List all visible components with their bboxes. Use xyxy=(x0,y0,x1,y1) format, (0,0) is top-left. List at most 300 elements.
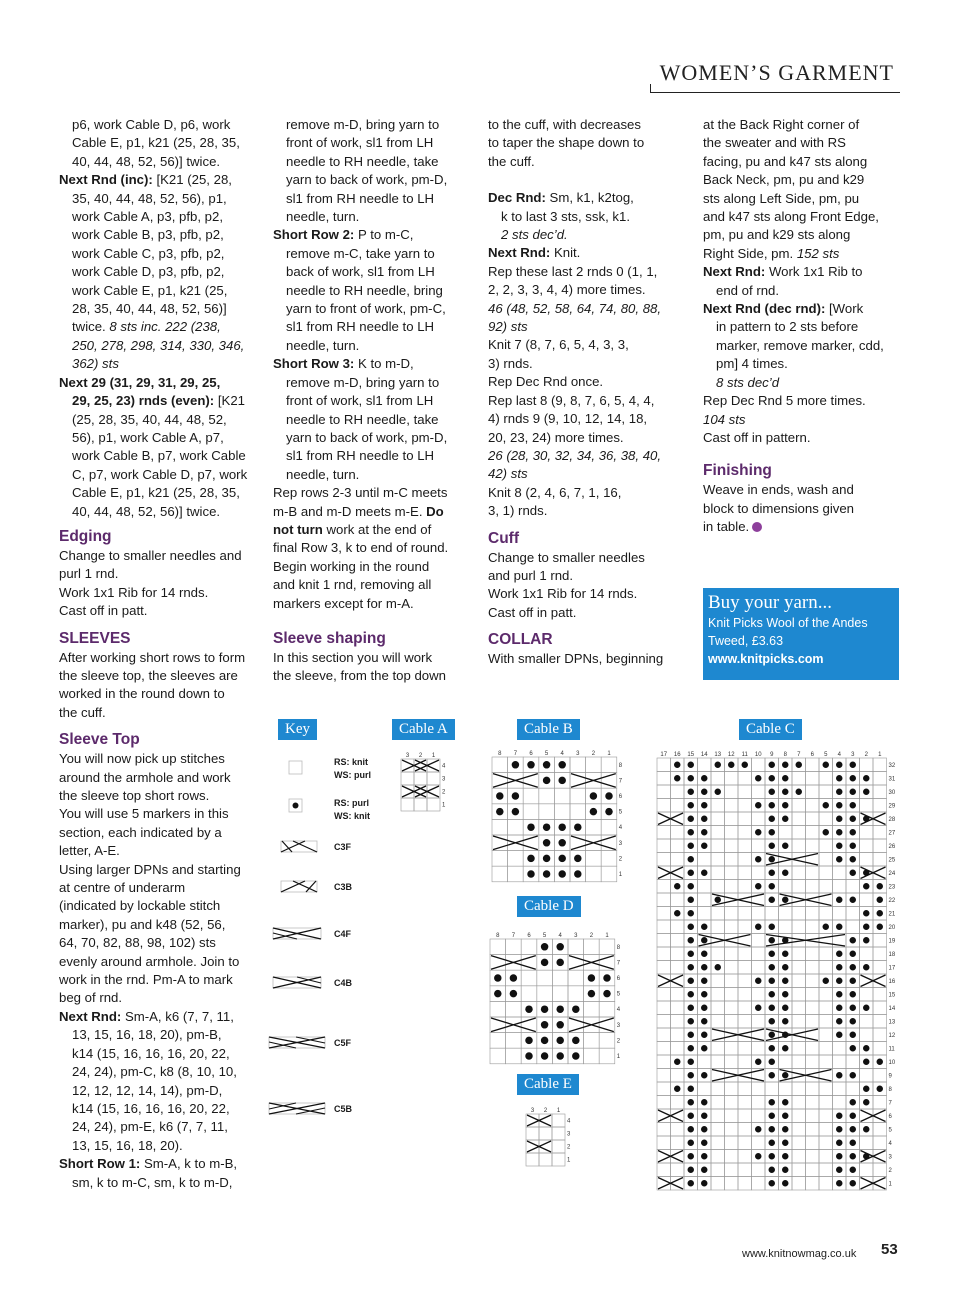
purl-dot xyxy=(590,792,597,799)
chart-cell xyxy=(738,839,752,853)
chart-cell xyxy=(584,1033,600,1049)
column-number: 14 xyxy=(700,752,708,758)
text-line: work in the rnd. Pm-A to mark xyxy=(59,972,233,988)
chart-cell xyxy=(584,1001,600,1017)
buy-yarn-link[interactable]: www.knitpicks.com xyxy=(708,652,824,666)
heading-sleeves: SLEEVES xyxy=(59,629,131,647)
text-line xyxy=(703,518,903,536)
cable-a-chart xyxy=(401,750,452,813)
purl-dot xyxy=(755,1153,761,1159)
purl-dot xyxy=(543,823,550,830)
purl-dot xyxy=(836,1180,842,1186)
purl-dot xyxy=(850,1113,856,1119)
purl-dot xyxy=(603,990,610,997)
purl-dot xyxy=(674,910,680,916)
text-line: final Row 3, k to end of round. xyxy=(273,540,449,556)
buy-yarn-price: Tweed, £3.63 xyxy=(708,634,784,648)
purl-dot xyxy=(850,951,856,957)
chart-cell xyxy=(806,1096,820,1110)
purl-dot xyxy=(769,1153,775,1159)
purl-dot xyxy=(850,843,856,849)
row-number: 6 xyxy=(616,976,621,982)
chart-cell xyxy=(711,812,725,826)
chart-cell xyxy=(657,893,671,907)
chart-cell xyxy=(873,772,887,786)
purl-dot xyxy=(701,870,707,876)
purl-dot xyxy=(688,883,694,889)
column-number: 7 xyxy=(511,933,516,939)
column-3 xyxy=(488,116,693,669)
chart-cell xyxy=(833,866,847,880)
text-line: beg of rnd. xyxy=(59,990,123,1006)
text-line: k14 (15, 16, 16, 16, 20, 22, xyxy=(72,1045,230,1061)
chart-cell xyxy=(752,1042,766,1056)
row-number: 8 xyxy=(616,944,621,951)
text-line: remove m-D, bring yarn to xyxy=(286,117,440,132)
row-number: 3 xyxy=(888,1154,892,1161)
instruction-next-rnd xyxy=(488,244,693,262)
text-line: 2, 2, 3, 3, 4, 4) more times. xyxy=(488,282,646,298)
chart-cell xyxy=(506,1033,522,1049)
chart-cell xyxy=(792,826,806,840)
chart-cell xyxy=(806,988,820,1002)
chart-cell xyxy=(738,1001,752,1015)
chart-cell xyxy=(657,1069,671,1083)
chart-cell xyxy=(725,1109,739,1123)
text-line: end of rnd. xyxy=(716,282,780,298)
purl-dot xyxy=(715,762,721,768)
purl-dot xyxy=(556,1005,563,1012)
chart-cell xyxy=(414,772,427,785)
purl-dot xyxy=(688,1140,694,1146)
chart-cell xyxy=(806,1150,820,1164)
purl-dot xyxy=(836,1153,842,1159)
buy-yarn-product: Knit Picks Wool of the Andes xyxy=(708,616,868,630)
stitch-count: 92) sts xyxy=(488,319,528,335)
chart-cell xyxy=(819,1001,833,1015)
row-label: Next Rnd (inc): xyxy=(59,172,153,188)
chart-cell xyxy=(725,947,739,961)
column-4 xyxy=(703,116,903,537)
chart-cell xyxy=(711,1042,725,1056)
text-span: not turn xyxy=(273,521,323,537)
row-number: 22 xyxy=(888,897,896,904)
instruction-inc xyxy=(59,171,264,189)
purl-dot xyxy=(701,775,707,781)
chart-cell xyxy=(738,1042,752,1056)
chart-cell xyxy=(860,799,874,813)
c5b-cable-icon xyxy=(268,1102,328,1116)
purl-dot xyxy=(769,883,775,889)
text-line: Using larger DPNs and starting xyxy=(59,861,241,877)
chart-cell xyxy=(873,1001,887,1015)
text-line: 64, 70, 82, 88, 98, 102) sts xyxy=(59,935,216,951)
purl-dot xyxy=(877,1059,883,1065)
purl-dot xyxy=(782,1126,788,1132)
cable-b-label: Cable B xyxy=(517,719,580,740)
purl-dot xyxy=(782,991,788,997)
chart-cell xyxy=(552,1127,565,1140)
chart-cell xyxy=(819,839,833,853)
text-line: facing, pu and k47 sts along xyxy=(703,153,868,169)
chart-cell xyxy=(490,1048,506,1064)
column-number: 2 xyxy=(418,753,423,759)
purl-dot xyxy=(836,1018,842,1024)
purl-dot xyxy=(701,991,707,997)
column-number: 1 xyxy=(607,751,611,757)
purl-dot xyxy=(543,839,550,846)
chart-cell xyxy=(873,1028,887,1042)
chart-cell xyxy=(725,961,739,975)
cable-d-label: Cable D xyxy=(517,896,581,917)
column-number: 5 xyxy=(824,752,828,758)
purl-dot xyxy=(558,761,565,768)
purl-dot xyxy=(588,974,595,981)
chart-cell xyxy=(657,947,671,961)
chart-cell xyxy=(792,1082,806,1096)
chart-cell xyxy=(671,893,685,907)
chart-cell xyxy=(792,839,806,853)
instruction-next-rnd xyxy=(59,1008,264,1026)
chart-cell xyxy=(657,1042,671,1056)
chart-cell xyxy=(738,947,752,961)
chart-cell xyxy=(860,1136,874,1150)
purl-dot xyxy=(510,974,517,981)
chart-cell xyxy=(873,1096,887,1110)
stitch-count: 26 (28, 30, 32, 34, 36, 38, 40, xyxy=(488,447,662,463)
chart-cell xyxy=(806,866,820,880)
instruction-short-row-1 xyxy=(59,1155,264,1173)
text-span: Sm-A, k to m-B, xyxy=(140,1156,238,1172)
purl-dot xyxy=(512,792,519,799)
chart-cell xyxy=(819,772,833,786)
row-number: 25 xyxy=(888,857,896,864)
purl-dot xyxy=(836,1126,842,1132)
purl-dot xyxy=(688,762,694,768)
text-line: 12, 12, 12, 14, 14), pm-D, xyxy=(72,1082,223,1098)
chart-cell xyxy=(792,880,806,894)
key-knit-ws: WS: purl xyxy=(334,770,371,780)
chart-cell xyxy=(846,907,860,921)
purl-dot xyxy=(782,1140,788,1146)
stitch-count: 250, 278, 298, 314, 330, 346, xyxy=(72,337,245,353)
key-c4f-label: C4F xyxy=(334,929,352,939)
row-label: Next Rnd: xyxy=(488,245,551,261)
chart-cell xyxy=(738,1163,752,1177)
column-number: 17 xyxy=(660,752,668,758)
column-number: 3 xyxy=(405,753,410,759)
purl-dot xyxy=(836,789,842,795)
heading-cuff: Cuff xyxy=(488,529,519,547)
chart-cell xyxy=(806,772,820,786)
chart-cell xyxy=(819,880,833,894)
chart-cell xyxy=(671,853,685,867)
text-line: work Cable B, p7, work Cable xyxy=(72,448,246,464)
row-number: 2 xyxy=(567,1144,571,1151)
row-number: 29 xyxy=(888,803,896,810)
chart-cell xyxy=(738,1015,752,1029)
purl-dot xyxy=(701,1113,707,1119)
chart-cell xyxy=(599,1033,615,1049)
chart-cell xyxy=(698,907,712,921)
chart-cell xyxy=(738,1177,752,1191)
chart-cell xyxy=(738,988,752,1002)
chart-cell xyxy=(752,961,766,975)
chart-cell xyxy=(792,1109,806,1123)
chart-cell xyxy=(873,1015,887,1029)
column-number: 6 xyxy=(527,933,531,939)
purl-dot xyxy=(877,883,883,889)
chart-cell xyxy=(779,1055,793,1069)
chart-cell xyxy=(523,804,539,820)
purl-dot xyxy=(525,1052,532,1059)
text-line: and k47 sts along Front Edge, xyxy=(703,209,879,225)
chart-cell xyxy=(671,1042,685,1056)
chart-cell xyxy=(586,757,602,773)
purl-dot xyxy=(836,924,842,930)
chart-cell xyxy=(819,1096,833,1110)
purl-dot xyxy=(543,870,550,877)
chart-cell xyxy=(657,1096,671,1110)
purl-dot xyxy=(590,808,597,815)
purl-dot xyxy=(769,870,775,876)
chart-cell xyxy=(819,1082,833,1096)
row-number: 24 xyxy=(888,870,896,877)
purl-dot xyxy=(836,1140,842,1146)
chart-cell xyxy=(568,939,584,955)
row-number: 14 xyxy=(888,1005,896,1012)
purl-dot xyxy=(836,775,842,781)
chart-cell xyxy=(698,1082,712,1096)
chart-cell xyxy=(586,851,602,867)
chart-cell xyxy=(752,785,766,799)
purl-dot xyxy=(688,802,694,808)
purl-dot xyxy=(877,910,883,916)
purl-dot xyxy=(850,937,856,943)
chart-cell xyxy=(806,1123,820,1137)
purl-dot xyxy=(850,1153,856,1159)
chart-cell xyxy=(711,839,725,853)
c3f-cable-icon xyxy=(280,840,320,854)
text-line: work Cable B, p3, pfb, p2, xyxy=(72,227,224,243)
chart-cell xyxy=(657,1015,671,1029)
purl-dot xyxy=(769,1045,775,1051)
chart-cell xyxy=(860,947,874,961)
chart-cell xyxy=(806,907,820,921)
chart-cell xyxy=(671,920,685,934)
chart-cell xyxy=(725,839,739,853)
chart-cell xyxy=(671,934,685,948)
chart-cell xyxy=(725,1150,739,1164)
column-number: 2 xyxy=(591,751,596,757)
purl-dot xyxy=(701,1167,707,1173)
chart-cell xyxy=(657,988,671,1002)
purl-dot xyxy=(543,761,550,768)
chart-cell xyxy=(671,1123,685,1137)
purl-dot xyxy=(782,1072,788,1078)
row-number: 6 xyxy=(618,794,623,800)
text-span: K to m-D, xyxy=(354,356,414,372)
chart-cell xyxy=(725,1055,739,1069)
text-line: (indicated by lockable stitch xyxy=(59,898,221,914)
purl-dot xyxy=(701,1153,707,1159)
text-line: the cuff. xyxy=(488,153,535,169)
purl-dot xyxy=(877,1086,883,1092)
chart-cell xyxy=(671,1096,685,1110)
text-line: Knit 8 (2, 4, 6, 7, 1, 16, xyxy=(488,484,622,500)
chart-cell xyxy=(554,804,570,820)
text-line: at the Back Right corner of xyxy=(703,117,860,132)
purl-dot xyxy=(769,1126,775,1132)
text-line: the sweater and with RS xyxy=(703,135,846,151)
chart-cell xyxy=(657,920,671,934)
purl-dot xyxy=(850,991,856,997)
chart-cell xyxy=(846,880,860,894)
purl-dot xyxy=(558,870,565,877)
purl-dot xyxy=(541,1037,548,1044)
purl-dot xyxy=(556,943,563,950)
purl-dot xyxy=(769,924,775,930)
chart-cell xyxy=(779,880,793,894)
text-span: m-B and m-D meets m-E. xyxy=(273,503,427,519)
purl-dot xyxy=(674,1086,680,1092)
chart-cell xyxy=(725,772,739,786)
chart-cell xyxy=(806,839,820,853)
purl-dot xyxy=(850,1045,856,1051)
text-line: to the cuff, with decreases xyxy=(488,117,641,132)
purl-dot xyxy=(850,1167,856,1173)
column-number: 1 xyxy=(605,933,609,939)
purl-dot xyxy=(558,839,565,846)
text-span: Sm-A, k6 (7, 7, 11, xyxy=(121,1008,234,1024)
purl-dot xyxy=(863,789,869,795)
chart-cell xyxy=(792,866,806,880)
chart-cell xyxy=(492,835,508,851)
chart-cell xyxy=(401,798,414,811)
row-number: 5 xyxy=(616,991,621,998)
chart-cell xyxy=(833,1096,847,1110)
chart-cell xyxy=(401,772,414,785)
purl-dot xyxy=(688,1153,694,1159)
text-line: needle, turn. xyxy=(286,209,360,225)
chart-cell xyxy=(819,853,833,867)
text-line: 28, 35, 40, 44, 48, 52, 56)] xyxy=(72,301,227,317)
text-line: 24, 24), pm-C, k8 (8, 10, 10, xyxy=(72,1064,237,1080)
text-line: the cuff. xyxy=(59,704,106,720)
chart-cell xyxy=(833,1082,847,1096)
chart-cell xyxy=(765,907,779,921)
row-number: 8 xyxy=(618,762,623,769)
chart-cell xyxy=(819,1109,833,1123)
purl-dot xyxy=(769,978,775,984)
chart-cell xyxy=(725,853,739,867)
chart-cell xyxy=(752,947,766,961)
row-number: 28 xyxy=(888,816,896,823)
purl-dot xyxy=(755,1126,761,1132)
cable-a-label: Cable A xyxy=(392,719,455,740)
footer-url[interactable]: www.knitnowmag.co.uk xyxy=(742,1248,857,1260)
text-line: yarn to back of work, pm-D, xyxy=(286,172,448,188)
purl-dot xyxy=(850,1099,856,1105)
chart-cell xyxy=(725,1136,739,1150)
purl-dot xyxy=(688,843,694,849)
purl-dot xyxy=(782,1099,788,1105)
chart-cell xyxy=(539,804,555,820)
text-line: needle to RH needle, take xyxy=(286,153,439,169)
purl-dot xyxy=(769,964,775,970)
purl-dot xyxy=(572,1037,579,1044)
row-number: 7 xyxy=(616,960,621,967)
purl-dot xyxy=(556,1021,563,1028)
purl-dot xyxy=(782,1180,788,1186)
chart-cell xyxy=(568,955,584,971)
chart-cell xyxy=(698,1055,712,1069)
text-line: work Cable A, p3, pfb, p2, xyxy=(72,209,224,225)
chart-cell xyxy=(508,866,524,882)
chart-cell xyxy=(601,851,617,867)
chart-cell xyxy=(792,812,806,826)
row-number: 32 xyxy=(888,762,896,769)
section-title-tick xyxy=(650,84,651,93)
purl-dot xyxy=(863,924,869,930)
purl-dot xyxy=(836,978,842,984)
purl-dot xyxy=(782,816,788,822)
instruction-next-rnd xyxy=(703,263,903,281)
row-number: 1 xyxy=(618,872,623,878)
chart-cell xyxy=(738,1082,752,1096)
purl-dot xyxy=(755,883,761,889)
chart-cell xyxy=(792,988,806,1002)
purl-dot xyxy=(688,1032,694,1038)
chart-cell xyxy=(711,866,725,880)
chart-cell xyxy=(671,839,685,853)
column-number: 10 xyxy=(754,752,762,758)
chart-cell xyxy=(873,853,887,867)
chart-cell xyxy=(725,920,739,934)
chart-cell xyxy=(526,1153,539,1166)
chart-cell xyxy=(779,826,793,840)
section-title: WOMEN’S GARMENT xyxy=(659,60,894,85)
chart-cell xyxy=(819,1028,833,1042)
text-line: needle to RH needle, bring xyxy=(286,282,443,298)
text-line: work Cable D, p3, pfb, p2, xyxy=(72,264,225,280)
text-line: and purl 1 rnd. xyxy=(488,567,574,583)
purl-dot xyxy=(701,829,707,835)
purl-dot xyxy=(836,1072,842,1078)
column-number: 2 xyxy=(589,933,594,939)
purl-dot xyxy=(836,897,842,903)
chart-cell xyxy=(711,1163,725,1177)
chart-cell xyxy=(738,785,752,799)
chart-cell xyxy=(584,939,600,955)
column-number: 6 xyxy=(810,752,814,758)
text-span: in table. xyxy=(703,519,750,535)
purl-dot xyxy=(742,762,748,768)
chart-cell xyxy=(806,920,820,934)
chart-cell xyxy=(427,798,440,811)
chart-cell xyxy=(657,772,671,786)
chart-cell xyxy=(657,1123,671,1137)
purl-symbol-icon xyxy=(288,798,304,814)
purl-dot xyxy=(850,964,856,970)
column-number: 13 xyxy=(714,752,722,758)
purl-dot xyxy=(769,897,775,903)
text-line: Work 1x1 Rib for 14 rnds. xyxy=(488,586,638,602)
chart-cell xyxy=(657,961,671,975)
column-number: 3 xyxy=(576,751,580,757)
purl-dot xyxy=(836,1167,842,1173)
chart-cell xyxy=(725,826,739,840)
